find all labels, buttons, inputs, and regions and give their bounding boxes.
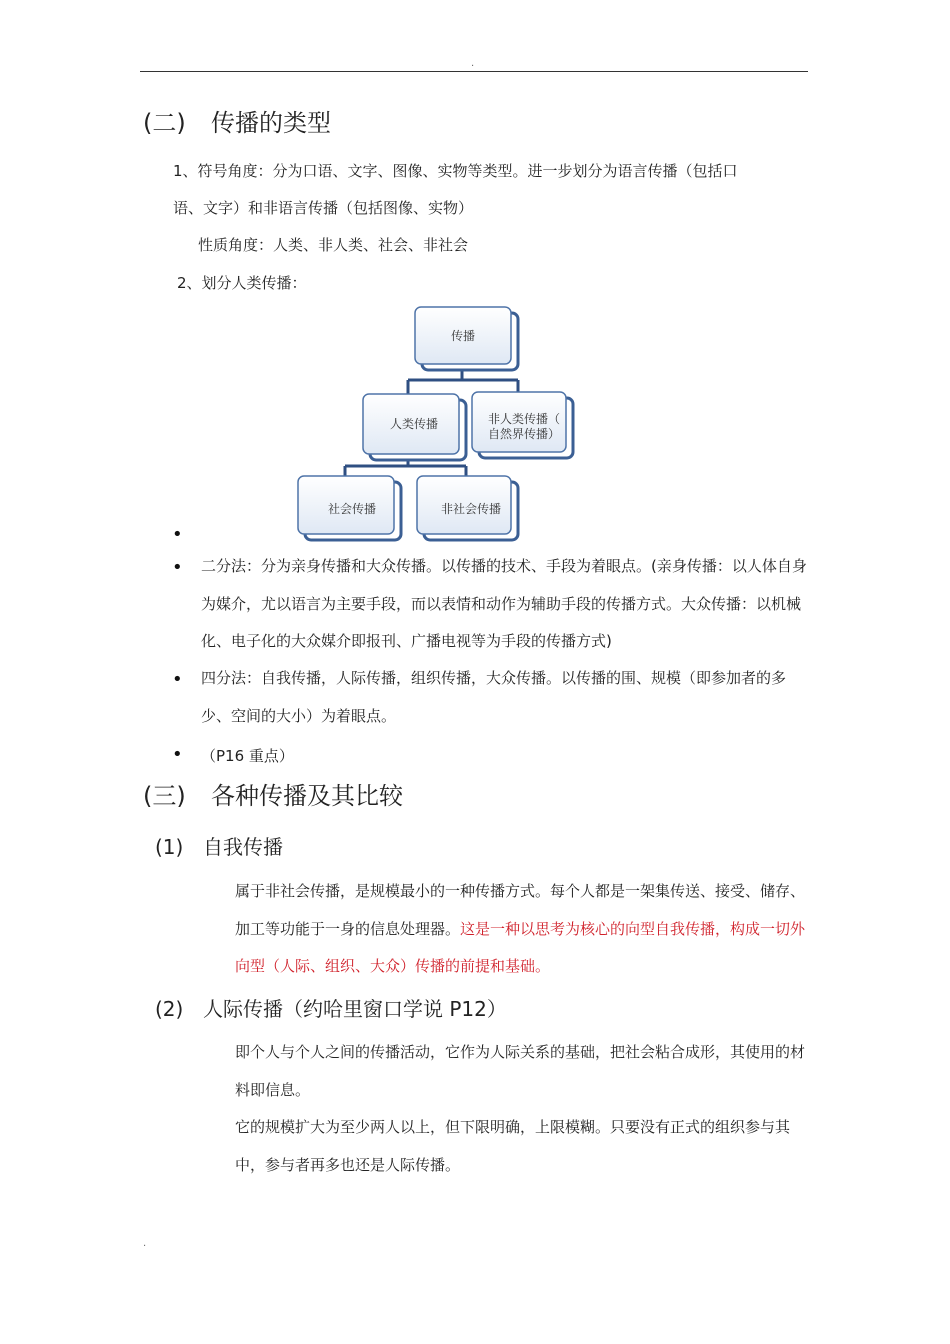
sub1-text: 属于非社会传播，是规模最小的一种传播方式。每个人都是一架集传送、接受、储存、加工等功能于一身的信息处理器。 <box>235 882 806 938</box>
bullet-binary: • <box>172 557 183 578</box>
bullet-note: • <box>172 744 183 765</box>
diagram-nonhuman-label-1: 非人类传播（ <box>488 412 561 426</box>
section-2-heading <box>143 103 331 138</box>
item1-line1: 1、符号角度：分为口语、文字、图像、实物等类型。进一步划分为语言传播（包括口 <box>173 162 738 180</box>
sub1-paragraph <box>235 873 810 986</box>
diagram-box-root <box>415 307 518 370</box>
item1-line2: 语、文字）和非语言传播（包括图像、实物） <box>173 199 474 217</box>
bullet-quad: • <box>172 669 183 690</box>
bullet-empty: • <box>172 524 183 545</box>
sub1-red-text: 这是一种以思考为核心的向型自我传播，构成一切外向型（人际、组织、大众）传播的前提和基础。 <box>235 919 806 975</box>
section-2-title: 传播的类型 <box>211 109 331 137</box>
diagram-human-label: 人类传播 <box>389 417 439 431</box>
sub2-heading <box>155 993 507 1022</box>
header-mark: . <box>471 58 475 69</box>
quad-text: 四分法：自我传播，人际传播，组织传播，大众传播。以传播的围、规模（即参加者的多少、空间的大小）为着眼点。 <box>201 669 787 725</box>
section-3-heading <box>143 776 403 811</box>
nature-line: 性质角度：人类、非人类、社会、非社会 <box>198 236 469 254</box>
section-3-number: (三) <box>143 782 186 810</box>
sub1-number: (1) <box>155 835 184 859</box>
sub2-paragraph-1: 即个人与个人之间的传播活动，它作为人际关系的基础，把社会粘合成形，其使用的材料即信息。 <box>235 1043 806 1099</box>
diagram-box-nonhuman <box>472 392 573 458</box>
diagram-social-label: 社会传播 <box>327 502 377 516</box>
diagram-box-human <box>363 394 466 460</box>
section-3-title: 各种传播及其比较 <box>211 782 403 810</box>
sub2-paragraph-2: 它的规模扩大为至少两人以上，但下限明确，上限模糊。只要没有正式的组织参与其中，参与者再多也还是人际传播。 <box>235 1118 791 1174</box>
diagram-nonhuman-label-2: 自然界传播） <box>488 427 561 441</box>
sub1-title: 自我传播 <box>203 835 283 859</box>
sub2-number: (2) <box>155 997 184 1021</box>
footer-mark: . <box>143 1238 147 1249</box>
binary-text: 二分法：分为亲身传播和大众传播。以传播的技术、手段为着眼点。(亲身传播：以人体自身为媒介，尤以语言为主要手段，而以表情和动作为辅助手段的传播方式。大众传播：以机械化、电子化的大众媒介即报刊、广播电视等为手段的传播方式) <box>201 557 807 650</box>
header-rule <box>140 71 808 72</box>
communication-hierarchy-diagram <box>290 300 590 550</box>
section-2-number: (二) <box>143 109 186 137</box>
sub1-heading <box>155 831 283 860</box>
diagram-box-social <box>298 476 401 540</box>
sub2-title: 人际传播（约哈里窗口学说 P12） <box>203 997 507 1021</box>
diagram-box-nonsocial <box>417 476 518 540</box>
diagram-nonsocial-label: 非社会传播 <box>440 502 502 516</box>
note-text: （P16 重点） <box>201 747 294 765</box>
item2-line: 2、划分人类传播： <box>177 274 307 292</box>
diagram-root-label: 传播 <box>450 329 476 343</box>
